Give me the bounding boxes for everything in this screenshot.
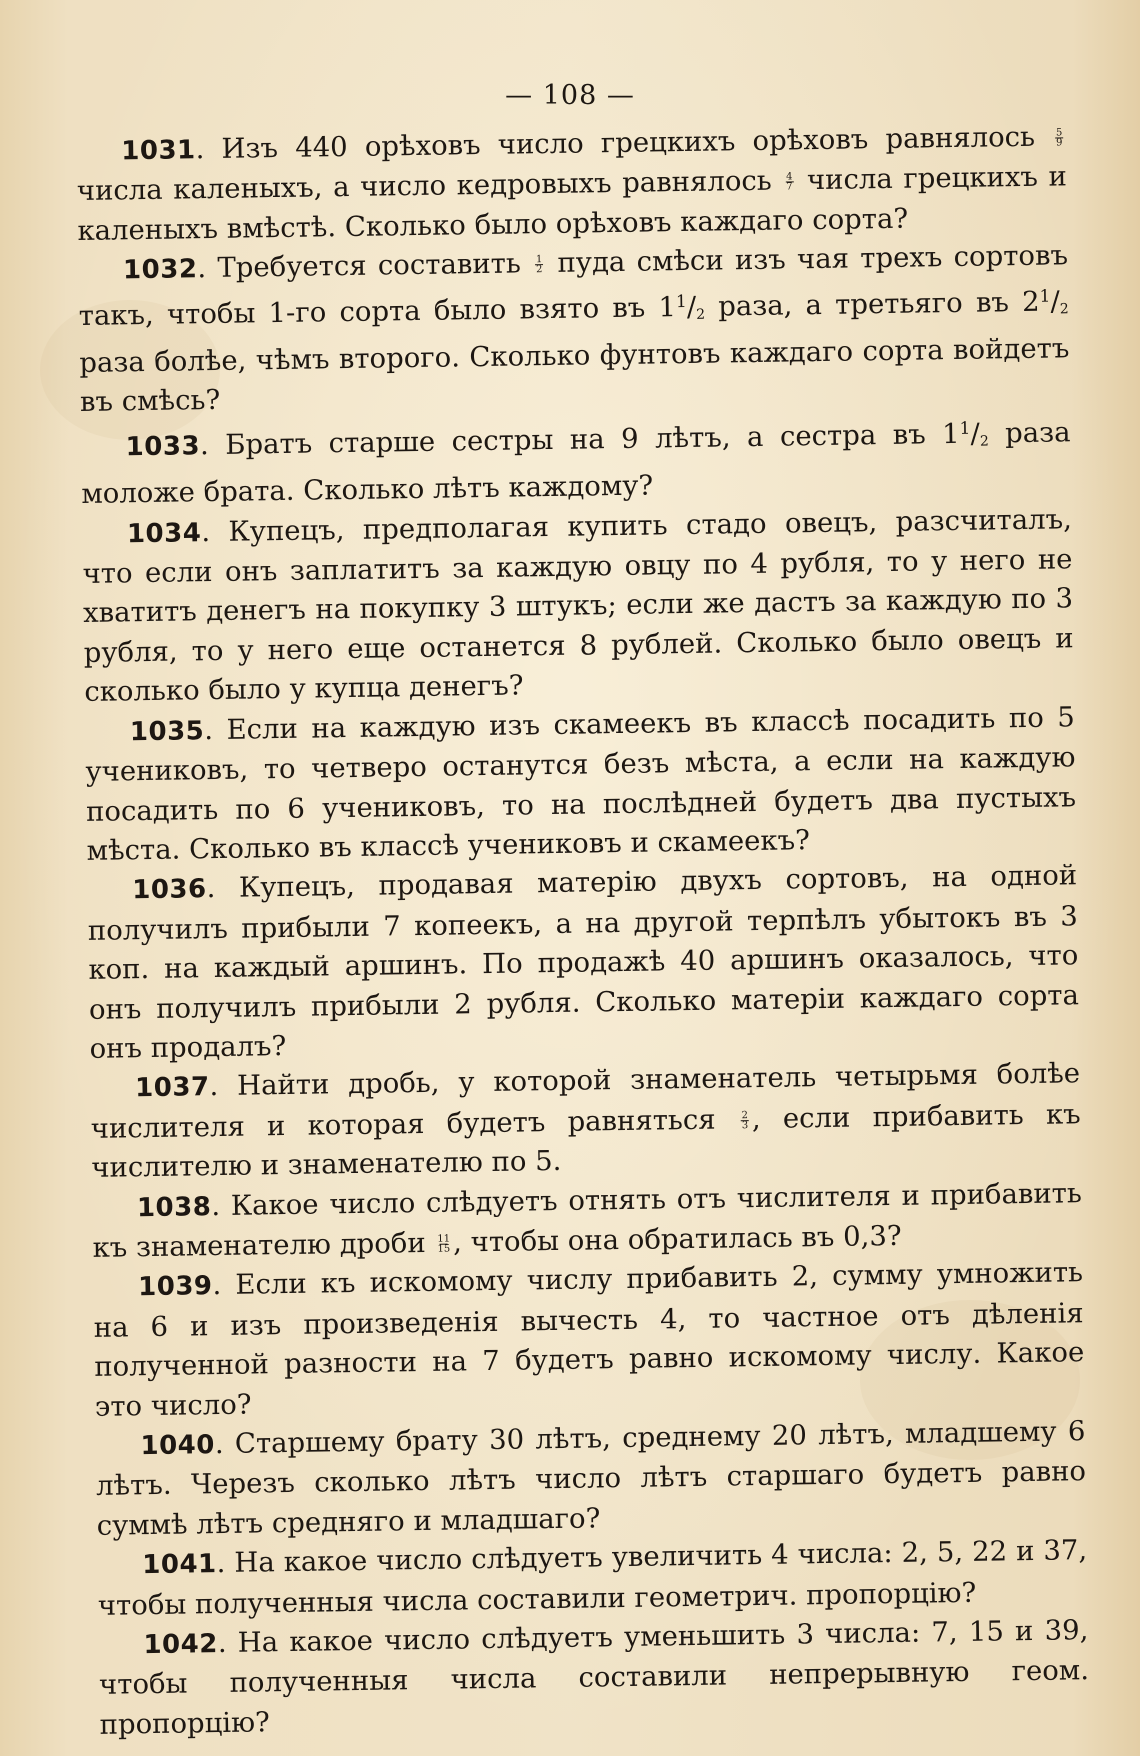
problem-number: 1042 (143, 1629, 219, 1661)
problem-text: числа грецкихъ и каленыхъ вмѣстѣ. Сколько было орѣховъ каждаго сорта? (77, 160, 1068, 247)
problem-1040 (95, 1412, 1087, 1546)
problem-text: . Требуется составить (197, 247, 533, 285)
problem-text: , если прибавить къ числителю и знаменателю по 5. (91, 1097, 1081, 1185)
problem-number: 1034 (126, 517, 202, 549)
problem-number: 1035 (129, 715, 205, 747)
problem-1041 (97, 1531, 1088, 1625)
problem-1036 (87, 857, 1080, 1070)
problem-number: 1031 (121, 135, 196, 167)
problem-text: , чтобы она обратилась въ 0,3? (452, 1219, 902, 1259)
problem-number: 1033 (125, 431, 201, 463)
problem-1038 (92, 1174, 1083, 1268)
mixed-number: $1^1/2$ (658, 290, 706, 324)
problem-text: . Купецъ, продавая матерію двухъ сортовъ, на одной получилъ прибыли 7 копеекъ, а на другой терпѣлъ убытокъ въ 3 коп. на каждый аршинъ. По продажѣ 40 аршинъ оказалось, что онъ получилъ прибыли 2 рубля. Сколько матеріи каждаго сорта онъ продалъ? (87, 859, 1080, 1065)
problem-number: 1040 (140, 1430, 216, 1462)
problem-text: . На какое число слѣдуетъ уменьшить 3 числа: 7, 15 и 39, чтобы полученныя числа составили непрерывную геом. пропорцію? (98, 1614, 1090, 1741)
problem-text: . Старшему брату 30 лѣтъ, среднему 20 лѣтъ, младшему 6 лѣтъ. Черезъ сколько лѣтъ число лѣтъ старшаго будетъ равно суммѣ лѣтъ средняго и младшаго? (95, 1415, 1087, 1542)
fraction: $\frac{5}{9}$ (1055, 127, 1063, 149)
problem-1032 (78, 237, 1070, 423)
problem-1042 (98, 1611, 1090, 1745)
problem-text: . Если къ искомому числу прибавить 2, сумму умножить на 6 и изъ произведенія вычесть 4, то частное отъ дѣленія полученной разности на 7 будетъ равно искомому числу. Какое это число? (93, 1256, 1085, 1423)
problem-text: числа каленыхъ, а число кедровыхъ равнялось (76, 164, 783, 208)
problem-text: . Купецъ, предполагая купить стадо овецъ, разсчиталъ, что если онъ заплатитъ за каждую овцу по 4 рубля, то у него не хватитъ денегъ на покупку 3 штукъ; если же дастъ за каждую по 3 рубля, то у него еще останется 8 рублей. Сколько было овецъ и сколько было у купца денегъ? (82, 502, 1074, 709)
problem-text: раза, а третьяго въ (704, 285, 1023, 323)
fraction: $\frac{1}{2}$ (535, 254, 543, 276)
problem-text: . Найти дробь, у которой знаменатель четырьмя болѣе числителя и которая будетъ равняться (90, 1057, 1081, 1145)
problem-text: . Изъ 440 орѣховъ число грецкихъ орѣховъ равнялось (195, 120, 1053, 166)
problem-1031 (76, 117, 1068, 251)
page-number: — 108 — (505, 80, 635, 111)
problem-text: . Братъ старше сестры на 9 лѣтъ, а сестра въ (199, 418, 943, 462)
problem-number: 1036 (132, 874, 207, 906)
problem-text: раза болѣе, чѣмъ второго. Сколько фунтовъ каждаго сорта войдетъ въ смѣсь? (79, 332, 1070, 419)
problem-1037 (90, 1055, 1082, 1189)
problem-text: пуда смѣси изъ чая трехъ сортовъ такъ, чтобы 1-го сорта было взято въ (78, 239, 1069, 332)
problem-number: 1038 (136, 1191, 212, 1223)
problem-1035 (85, 698, 1077, 871)
problem-number: 1041 (142, 1549, 217, 1581)
fraction: $\frac{11}{15}$ (437, 1233, 451, 1255)
problem-text: . Если на каждую изъ скамеекъ въ классѣ посадить по 5 учениковъ, то четверо останутся безъ мѣста, а если на каждую посадить по 6 учениковъ, то на послѣдней будетъ два пустыхъ мѣста. Сколько въ классѣ учениковъ и скамеекъ? (85, 700, 1077, 867)
problem-1034 (82, 500, 1075, 713)
problem-1033 (80, 408, 1071, 514)
mixed-number: $2^1/2$ (1021, 285, 1069, 318)
mixed-number: $1^1/2$ (941, 417, 989, 451)
problem-number: 1037 (134, 1072, 210, 1104)
problem-list (76, 117, 1090, 1745)
problem-1039 (93, 1254, 1085, 1427)
fraction: $\frac{4}{7}$ (786, 171, 793, 193)
problem-number: 1032 (122, 254, 198, 286)
problem-text: . На какое число слѣдуетъ увеличить 4 числа: 2, 5, 22 и 37, чтобы полученныя числа составили геометрич. пропорцію? (97, 1534, 1088, 1622)
problem-number: 1039 (137, 1271, 213, 1303)
fraction: $\frac{2}{3}$ (741, 1109, 749, 1131)
problem-text: . Какое число слѣдуетъ отнять отъ числителя и прибавить къ знаменателю дроби (92, 1176, 1083, 1264)
problem-text: раза моложе брата. Сколько лѣтъ каждому? (81, 416, 1071, 511)
